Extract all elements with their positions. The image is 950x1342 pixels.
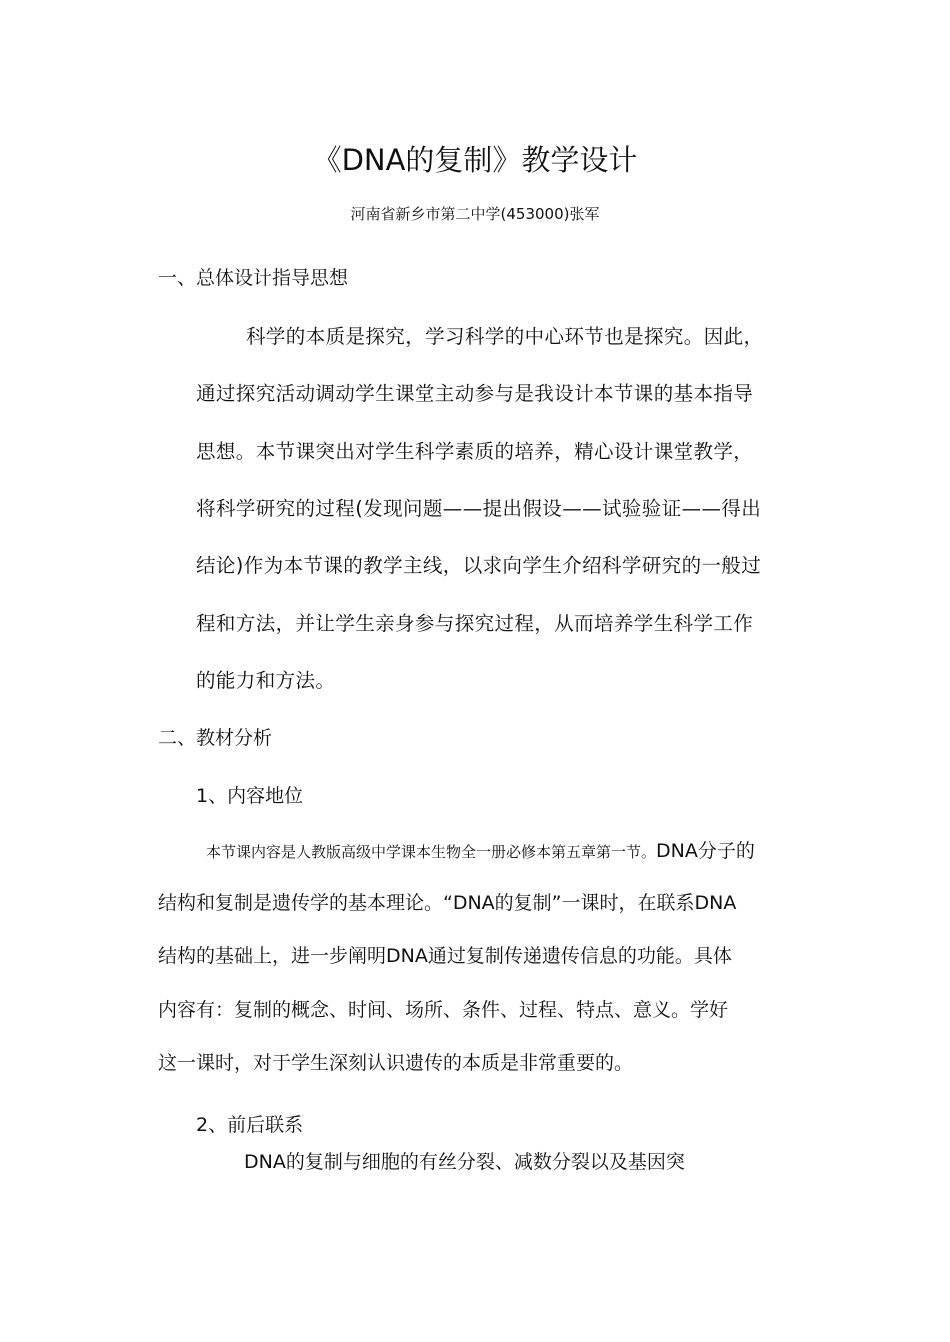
paragraph-line: 结构的基础上，进一步阐明DNA通过复制传递遗传信息的功能。具体 [158,945,732,967]
document-title: 《DNA的复制》教学设计 [312,143,638,177]
paragraph-line: 程和方法，并让学生亲身参与探究过程，从而培养学生科学工作 [196,612,754,635]
paragraph-line: 结论)作为本节课的教学主线，以求向学生介绍科学研究的一般过 [196,554,762,577]
paragraph-line: 内容有：复制的概念、时间、场所、条件、过程、特点、意义。学好 [158,999,729,1021]
paragraph-line: 这一课时，对于学生深刻认识遗传的本质是非常重要的。 [158,1052,634,1074]
paragraph-line: 的能力和方法。 [196,669,336,692]
paragraph-line: 思想。本节课突出对学生科学素质的培养，精心设计课堂教学， [196,440,754,463]
paragraph-line: 科学的本质是探究，学习科学的中心环节也是探究。因此， [246,325,764,348]
paragraph-line: 通过探究活动调动学生课堂主动参与是我设计本节课的基本指导 [196,382,754,405]
paragraph-line-tail: DNA分子的 [656,840,755,862]
author-line: 河南省新乡市第二中学(453000)张军 [350,205,600,223]
section-heading-2: 二、教材分析 [158,727,273,749]
paragraph-line: DNA的复制与细胞的有丝分裂、减数分裂以及基因突 [244,1151,685,1173]
subsection-heading-1: 1、内容地位 [196,785,304,807]
paragraph-line: 将科学研究的过程(发现问题——提出假设——试验验证——得出 [196,497,762,520]
subsection-heading-2: 2、前后联系 [196,1114,304,1136]
paragraph-line-small-part: 本节课内容是人教版高级中学课本生物全一册必修本第五章第一节。 [206,843,657,861]
paragraph-line: 结构和复制是遗传学的基本理论。“DNA的复制”一课时，在联系DNA [158,892,737,914]
paragraph-line [206,836,755,866]
section-heading-1: 一、总体设计指导思想 [158,267,349,289]
